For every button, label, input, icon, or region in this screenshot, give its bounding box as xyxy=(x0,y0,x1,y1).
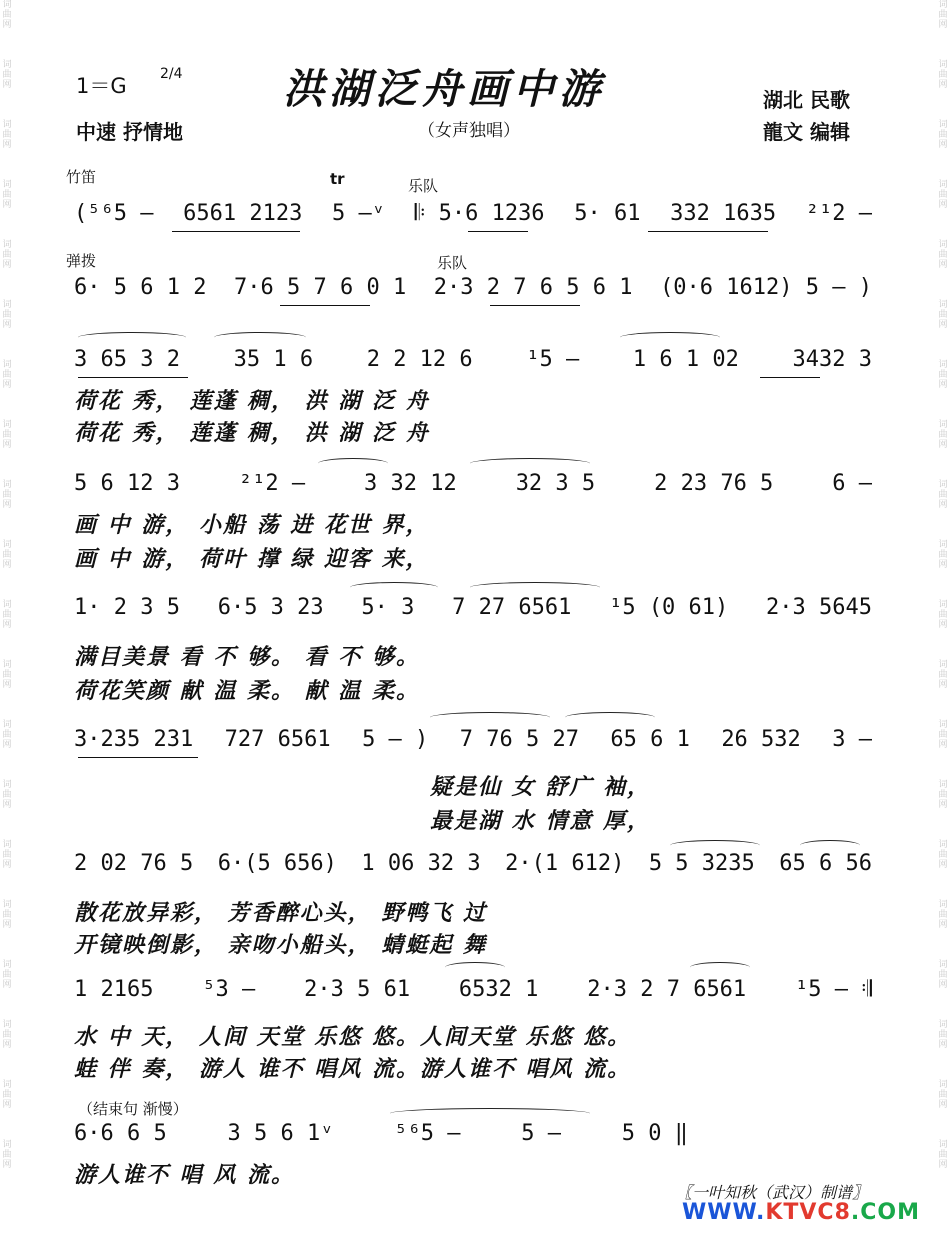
lyric-ending: 游人谁不 唱 风 流。 xyxy=(74,1162,295,1188)
measure: 7·6 5 7 6 0 1 xyxy=(234,275,407,300)
measure: 2 2 12 6 xyxy=(366,347,473,372)
score-line-8 xyxy=(74,974,872,1006)
slur xyxy=(445,962,505,973)
measure: 1 2165 xyxy=(74,977,154,1002)
measure: (⁵⁶5 — xyxy=(74,201,154,226)
song-editor: 龍文 编辑 xyxy=(763,120,850,144)
underline xyxy=(172,231,300,232)
measure: 6·(5 656) xyxy=(217,851,337,876)
score-line-7 xyxy=(74,848,872,880)
score-line-3 xyxy=(74,344,872,376)
measure: 1· 2 3 5 xyxy=(74,595,180,620)
measure: ²¹2 — xyxy=(805,201,872,226)
score-line-2 xyxy=(74,272,872,304)
score-line-9 xyxy=(74,1118,688,1150)
measure: 6561 2123 xyxy=(183,201,303,226)
measure: 65 6 1 xyxy=(610,727,690,752)
song-title: 洪湖泛舟画中游 xyxy=(283,65,605,113)
measure: 6532 1 xyxy=(458,977,539,1002)
slur xyxy=(690,962,750,973)
underline xyxy=(490,305,580,306)
measure: 2·(1 612) xyxy=(505,851,625,876)
score-line-6 xyxy=(74,724,872,756)
measure: 6·5 3 23 xyxy=(217,595,324,620)
measure: 3·235 231 xyxy=(74,727,194,752)
underline xyxy=(468,231,528,232)
lyric-verse2: 荷花笑颜 献 温 柔。 献 温 柔。 xyxy=(74,678,420,704)
measure: 5 — ) xyxy=(362,727,429,752)
measure: 3 5 6 1ᵛ xyxy=(227,1121,334,1146)
score-line-4 xyxy=(74,468,872,500)
measure: ⁵3 — xyxy=(202,977,256,1002)
song-origin: 湖北 民歌 xyxy=(763,88,850,112)
measure: ¹5 (0 61) xyxy=(609,595,729,620)
watermark-right: 词曲网 词曲网 词曲网 词曲网 词曲网 词曲网 词曲网 词曲网 词曲网 词曲网 词曲网 词曲网 词曲网 词曲网 词曲网 词曲网 词曲网 词曲网 词曲网 词曲网 xyxy=(938,0,948,1170)
underline xyxy=(648,231,768,232)
lyric-verse2: 荷花 秀， 莲蓬 稠， 洪 湖 泛 舟 xyxy=(74,420,430,446)
measure: 6· 5 6 1 2 xyxy=(74,275,207,300)
measure: 6·6 6 5 xyxy=(74,1121,167,1146)
band-label-1: 乐队 xyxy=(408,177,439,195)
measure: 3 32 12 xyxy=(364,471,457,496)
measure: 2 02 76 5 xyxy=(74,851,194,876)
lyric-verse1: 画 中 游， 小船 荡 进 花世 界， xyxy=(74,512,430,538)
lyric-verse1: 水 中 天， 人间 天堂 乐悠 悠。人间天堂 乐悠 悠。 xyxy=(74,1024,632,1050)
underline xyxy=(280,305,370,306)
slur xyxy=(214,332,306,343)
measure: 2·3 2 7 6 5 6 1 xyxy=(433,275,633,300)
measure: ¹5 — 𝄇 xyxy=(795,977,872,1002)
measure: 5 6 12 3 xyxy=(74,471,180,496)
vocal-type: （女声独唱） xyxy=(418,121,520,141)
lyric-verse1: 荷花 秀， 莲蓬 稠， 洪 湖 泛 舟 xyxy=(74,388,430,414)
site-prefix: WWW. xyxy=(681,1200,766,1225)
measure: 2 23 76 5 xyxy=(654,471,774,496)
slur xyxy=(78,332,186,343)
lyric-verse1: 疑是仙 女 舒广 袖， xyxy=(430,774,651,800)
measure: 2·3 5 61 xyxy=(304,977,411,1002)
slur xyxy=(430,712,550,723)
slur xyxy=(620,332,720,343)
lyric-verse2: 蛙 伴 奏， 游人 谁不 唱风 流。游人谁不 唱风 流。 xyxy=(74,1056,632,1082)
measure: 727 6561 xyxy=(224,727,331,752)
underline xyxy=(760,377,820,378)
time-signature: 2/4 xyxy=(160,66,183,82)
measure: 2·3 5645 xyxy=(766,595,872,620)
measure: (0·6 1612) 5 — ) xyxy=(660,275,872,300)
underline xyxy=(78,757,198,758)
score-line-5 xyxy=(74,592,872,624)
measure: 5 —ᵛ xyxy=(332,201,385,226)
measure: ²¹2 — xyxy=(238,471,306,496)
transcriber-credit: 〖一叶知秋（武汉）制谱〗 xyxy=(675,1183,868,1202)
measure: 5· 61 xyxy=(574,201,641,226)
lyric-verse2: 画 中 游， 荷叶 撑 绿 迎客 来， xyxy=(74,546,430,572)
measure: 3432 3 xyxy=(792,347,872,372)
measure: 7 27 6561 xyxy=(452,595,572,620)
measure: 26 532 xyxy=(721,727,801,752)
watermark-left: 词曲网 词曲网 词曲网 词曲网 词曲网 词曲网 词曲网 词曲网 词曲网 词曲网 词曲网 词曲网 词曲网 词曲网 词曲网 词曲网 词曲网 词曲网 词曲网 词曲网 xyxy=(2,0,12,1170)
measure: 332 1635 xyxy=(670,201,777,226)
score-line-1 xyxy=(74,198,872,230)
flute-label: 竹笛 xyxy=(66,168,97,186)
measure: ⁵⁶5 — xyxy=(394,1121,461,1146)
measure: 3 65 3 2 xyxy=(74,347,180,372)
lyric-verse2: 最是湖 水 情意 厚， xyxy=(430,808,651,834)
measure: 1 06 32 3 xyxy=(361,851,481,876)
underline xyxy=(78,377,188,378)
lyric-verse1: 满目美景 看 不 够。 看 不 够。 xyxy=(74,644,420,670)
measure: 𝄆 5·6 1236 xyxy=(414,201,545,226)
measure: 5 — xyxy=(521,1121,561,1146)
measure: ¹5 — xyxy=(526,347,580,372)
slur xyxy=(565,712,655,723)
trill-mark: tr xyxy=(330,170,345,188)
site-brand: KTVC8 xyxy=(765,1200,851,1225)
measure: 3 — xyxy=(832,727,872,752)
measure: 5· 3 xyxy=(361,595,415,620)
lyric-verse2: 开镜映倒影， 亲吻小船头， 蜻蜓起 舞 xyxy=(74,932,487,958)
site-watermark xyxy=(682,1200,920,1225)
measure: 1 6 1 02 xyxy=(632,347,739,372)
measure: 5 5 3235 xyxy=(648,851,755,876)
measure: 5 0 ‖ xyxy=(621,1121,688,1146)
pluck-label: 弹拨 xyxy=(66,252,97,270)
measure: 2·3 2 7 6561 xyxy=(587,977,747,1002)
measure: 32 3 5 xyxy=(515,471,596,496)
measure: 6 — xyxy=(832,471,872,496)
site-suffix: .COM xyxy=(850,1200,920,1225)
tempo-marking: 中速 抒情地 xyxy=(76,120,183,144)
band-label-2: 乐队 xyxy=(437,254,468,272)
measure: 65 6 56 xyxy=(779,851,872,876)
lyric-verse1: 散花放异彩， 芳香醉心头， 野鸭飞 过 xyxy=(74,900,487,926)
ending-marking: （结束句 渐慢） xyxy=(78,1100,188,1118)
measure: 7 76 5 27 xyxy=(459,727,579,752)
key-signature: 1＝G xyxy=(76,74,127,98)
measure: 35 1 6 xyxy=(233,347,314,372)
